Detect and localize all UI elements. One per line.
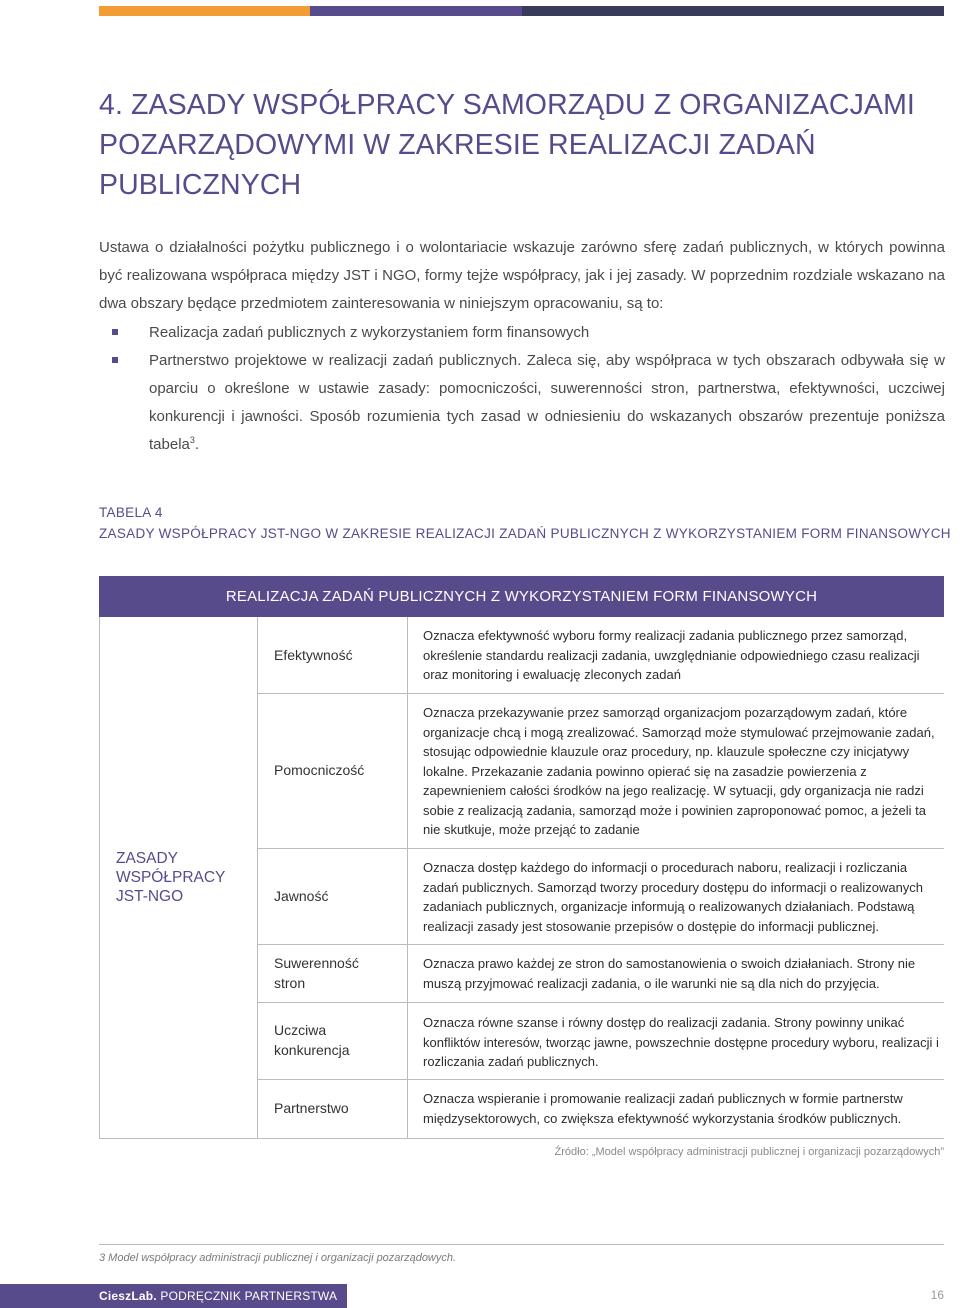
top-bar-segment-purple [310,6,522,16]
bullet-item: Realizacja zadań publicznych z wykorzystaniem form finansowych [149,319,945,347]
table-header [99,576,944,617]
table-title: ZASADY WSPÓŁPRACY JST-NGO W ZAKRESIE REALIZACJI ZADAŃ PUBLICZNYCH Z WYKORZYSTANIEM FORM FINANSOWYCH [99,526,951,541]
table-row-divider [257,944,944,945]
principle-label: Suwerenność stron [274,955,359,991]
principle-label: Partnerstwo [274,1100,349,1116]
table-row-divider [257,1079,944,1080]
table-source: Źródło: „Model współpracy administracji publicznej i organizacji pozarządowych” [554,1146,944,1158]
top-bar-segment-orange [99,6,310,16]
principle-description: Oznacza prawo każdej ze stron do samostanowienia o swoich działaniach. Strony nie muszą przyjmować realizacji zadania, o ile warunki nie są dla nich do przyjęcia. [423,956,916,991]
intro-paragraph: Ustawa o działalności pożytku publicznego i o wolontariacie wskazuje zarówno sferę zadań publicznych, w których powinna być realizowana współpraca między JST i NGO, formy tejże współpracy, jak i jej zasady. W poprzednim rozdziale wskazano na dwa obszary będące przedmiotem zainteresowania w niniejszym opracowaniu, są to: [99,239,945,313]
bullet-square-icon [112,329,118,335]
table-column-divider [407,617,408,1138]
top-color-bar [99,6,944,16]
table-number: TABELA 4 [99,505,163,520]
table-row-divider [257,848,944,849]
top-bar-segment-dark [522,6,944,16]
principle-description: Oznacza równe szanse i równy dostęp do realizacji zadania. Strony powinny unikać konfliktów interesów, tworząc jawne, powszechnie dostępne procedury wyboru, realizacji i rozliczania zadań publicznych. [423,1015,939,1069]
table-header-label: REALIZACJA ZADAŃ PUBLICZNYCH Z WYKORZYSTANIEM FORM FINANSOWYCH [225,588,818,605]
principle-label: Pomocniczość [274,762,365,778]
footnote: 3 Model współpracy administracji publicznej i organizacji pozarządowych. [99,1252,457,1264]
brand-name: CieszLab. [99,1289,157,1303]
table-row-divider [257,1002,944,1003]
footnote-divider [99,1244,944,1245]
principle-label: Efektywność [274,647,353,663]
bullet-square-icon [112,357,118,363]
principle-description: Oznacza wspieranie i promowanie realizacji zadań publicznych w formie partnerstw międzysektorowych, co zwiększa efektywność wykorzystania środków publicznych. [423,1091,903,1126]
group-label: ZASADY WSPÓŁPRACY JST-NGO [116,850,226,905]
table-row-divider [257,693,944,694]
table-column-divider [257,617,258,1138]
intro-section [99,234,945,460]
principle-label: Jawność [274,888,329,904]
chapter-title: 4. ZASADY WSPÓŁPRACY SAMORZĄDU Z ORGANIZACJAMI POZARZĄDOWYMI W ZAKRESIE REALIZACJI ZADAŃ PUBLICZNYCH [99,89,915,202]
publication-title: PODRĘCZNIK PARTNERSTWA [156,1289,338,1303]
table-bottom-border [99,1138,944,1139]
intro-bullet-list [99,319,945,460]
page-footer [99,1284,944,1308]
footer-brand [0,1284,347,1308]
principle-label: Uczciwa konkurencja [274,1022,350,1058]
intro-continuation: Zaleca się, aby współpraca w tych obszarach odbywała się w oparciu o określone w ustawie zasady: pomocniczości, suwerenności stron, partnerstwa, efektywności, uczciwej konkurencji i jawności. Sposób rozumienia tych zasad w odniesieniu do wskazanych obszarów prezentuje poniższa tabela [149,351,945,454]
page-number: 16 [930,1288,944,1302]
principle-description: Oznacza dostęp każdego do informacji o procedurach naboru, realizacji i rozliczania zadań publicznych. Samorząd tworzy procedury dostępu do informacji o realizowanych zadaniach publicznych, organizacje informują o realizowanych działaniach. Podstawą realizacji zasady jest stosowanie przepisów o dostępie do informacji publicznej. [423,860,924,934]
footnote-reference: 3 [189,435,195,446]
principle-description: Oznacza efektywność wyboru formy realizacji zadania publicznego przez samorząd, określenie standardu realizacji zadania, uwzględnianie odpowiedniego czasu realizacji oraz monitoring i ewaluację zleconych zadań [423,628,920,682]
bullet-item: Partnerstwo projektowe w realizacji zadań publicznych. Zaleca się, aby współpraca w tych obszarach odbywała się w oparciu o określone w ustawie zasady: pomocniczości, suwerenności stron, partnerstwa, efektywności, uczciwej konkurencji i jawności. Sposób rozumienia tych zasad w odniesieniu do wskazanych obszarów prezentuje poniższa tabela$^3$. [149,347,945,460]
principle-description: Oznacza przekazywanie przez samorząd organizacjom pozarządowym zadań, które organizacje chcą i mogą zrealizować. Samorząd może stymulować przejmowanie zadań, stosując odpowiednie klauzule oraz procedury, np. klauzule społeczne czy inicjatywy lokalne. Przekazanie zadania powinno opierać się na zasadzie powierzenia z zapewnieniem całości środków na jego realizację. W sytuacji, gdy organizacja nie radzi sobie z realizacją zadania, samorząd może i powinien zaproponować pomoc, a jeżeli ta nie skutkuje, może przejąć to zadanie [423,705,935,837]
table-left-border [99,617,100,1138]
